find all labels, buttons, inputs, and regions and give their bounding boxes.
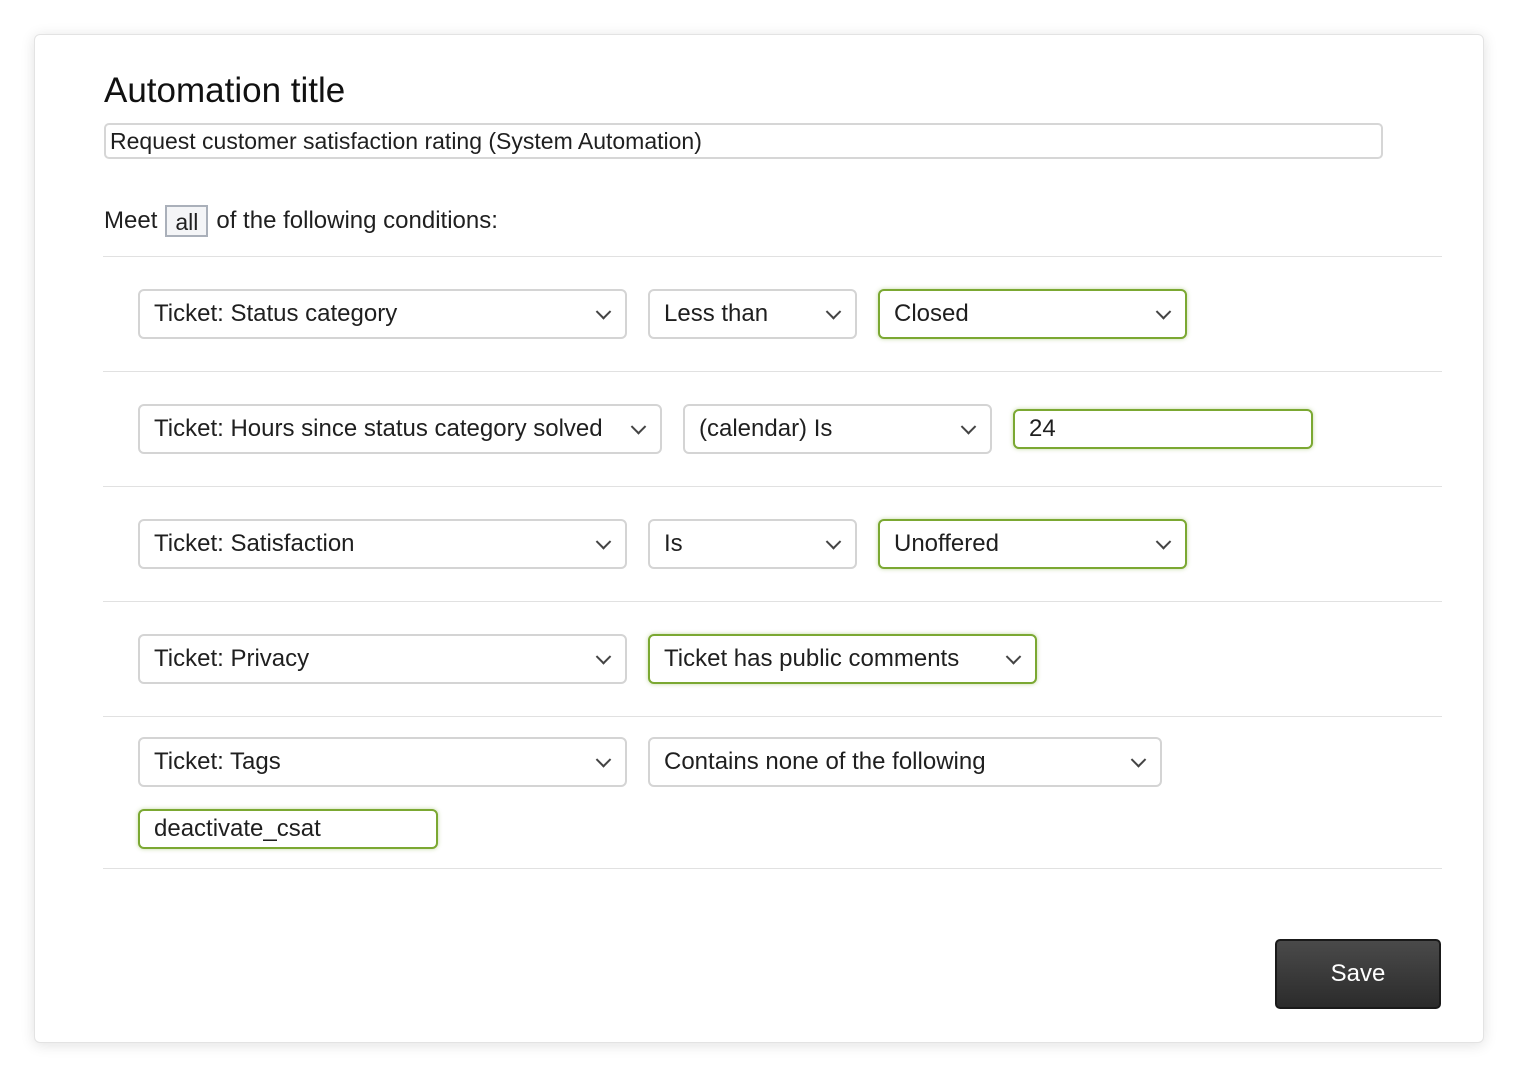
divider bbox=[103, 868, 1442, 869]
condition-1-field-label: Ticket: Status category bbox=[154, 300, 398, 327]
condition-5-field-label: Ticket: Tags bbox=[154, 748, 281, 775]
condition-5-operator-select[interactable] bbox=[648, 737, 1162, 787]
condition-1-value-select[interactable] bbox=[878, 289, 1187, 339]
chevron-down-icon bbox=[596, 649, 612, 665]
divider bbox=[103, 601, 1442, 602]
condition-3-value-label: Unoffered bbox=[894, 530, 999, 557]
condition-2-value-input[interactable] bbox=[1013, 409, 1313, 449]
condition-2-field-label: Ticket: Hours since status category solved bbox=[154, 415, 603, 442]
chevron-down-icon bbox=[961, 419, 977, 435]
chevron-down-icon bbox=[1131, 752, 1147, 768]
condition-2-operator-label: (calendar) Is bbox=[699, 415, 833, 442]
divider bbox=[103, 256, 1442, 257]
condition-5-operator-label: Contains none of the following bbox=[664, 748, 986, 775]
condition-3-operator-label: Is bbox=[664, 530, 683, 557]
condition-1-value-label: Closed bbox=[894, 300, 969, 327]
condition-4-field-select[interactable] bbox=[138, 634, 627, 684]
chevron-down-icon bbox=[1156, 534, 1172, 550]
condition-5-tags-input[interactable] bbox=[138, 809, 438, 849]
divider bbox=[103, 371, 1442, 372]
condition-3-field-select[interactable] bbox=[138, 519, 627, 569]
automation-title-input[interactable]: Request customer satisfaction rating (System Automation) bbox=[104, 123, 1383, 159]
chevron-down-icon bbox=[596, 304, 612, 320]
condition-4-operator-select[interactable] bbox=[648, 634, 1037, 684]
chevron-down-icon bbox=[596, 752, 612, 768]
divider bbox=[103, 486, 1442, 487]
meet-prefix: Meet bbox=[104, 207, 158, 234]
condition-2-operator-select[interactable] bbox=[683, 404, 992, 454]
save-button[interactable]: Save bbox=[1275, 939, 1441, 1009]
condition-3-field-label: Ticket: Satisfaction bbox=[154, 530, 355, 557]
divider bbox=[103, 716, 1442, 717]
meet-suffix: of the following conditions: bbox=[216, 207, 498, 234]
condition-2-field-select[interactable] bbox=[138, 404, 662, 454]
chevron-down-icon bbox=[596, 534, 612, 550]
chevron-down-icon bbox=[826, 304, 842, 320]
meet-mode-select[interactable]: all bbox=[165, 205, 208, 237]
meet-conditions-line bbox=[104, 203, 498, 239]
condition-3-value-select[interactable] bbox=[878, 519, 1187, 569]
condition-4-field-label: Ticket: Privacy bbox=[154, 645, 310, 672]
chevron-down-icon bbox=[1006, 649, 1022, 665]
automation-panel bbox=[34, 34, 1484, 1043]
condition-5-field-select[interactable] bbox=[138, 737, 627, 787]
chevron-down-icon bbox=[631, 419, 647, 435]
automation-title-label: Automation title bbox=[104, 71, 346, 110]
chevron-down-icon bbox=[1156, 304, 1172, 320]
condition-3-operator-select[interactable] bbox=[648, 519, 857, 569]
condition-5-tags-text: deactivate_csat bbox=[154, 815, 321, 842]
condition-2-value-text: 24 bbox=[1029, 415, 1056, 442]
condition-4-operator-label: Ticket has public comments bbox=[664, 645, 960, 672]
condition-1-field-select[interactable] bbox=[138, 289, 627, 339]
condition-1-operator-select[interactable] bbox=[648, 289, 857, 339]
condition-1-operator-label: Less than bbox=[664, 300, 769, 327]
chevron-down-icon bbox=[826, 534, 842, 550]
